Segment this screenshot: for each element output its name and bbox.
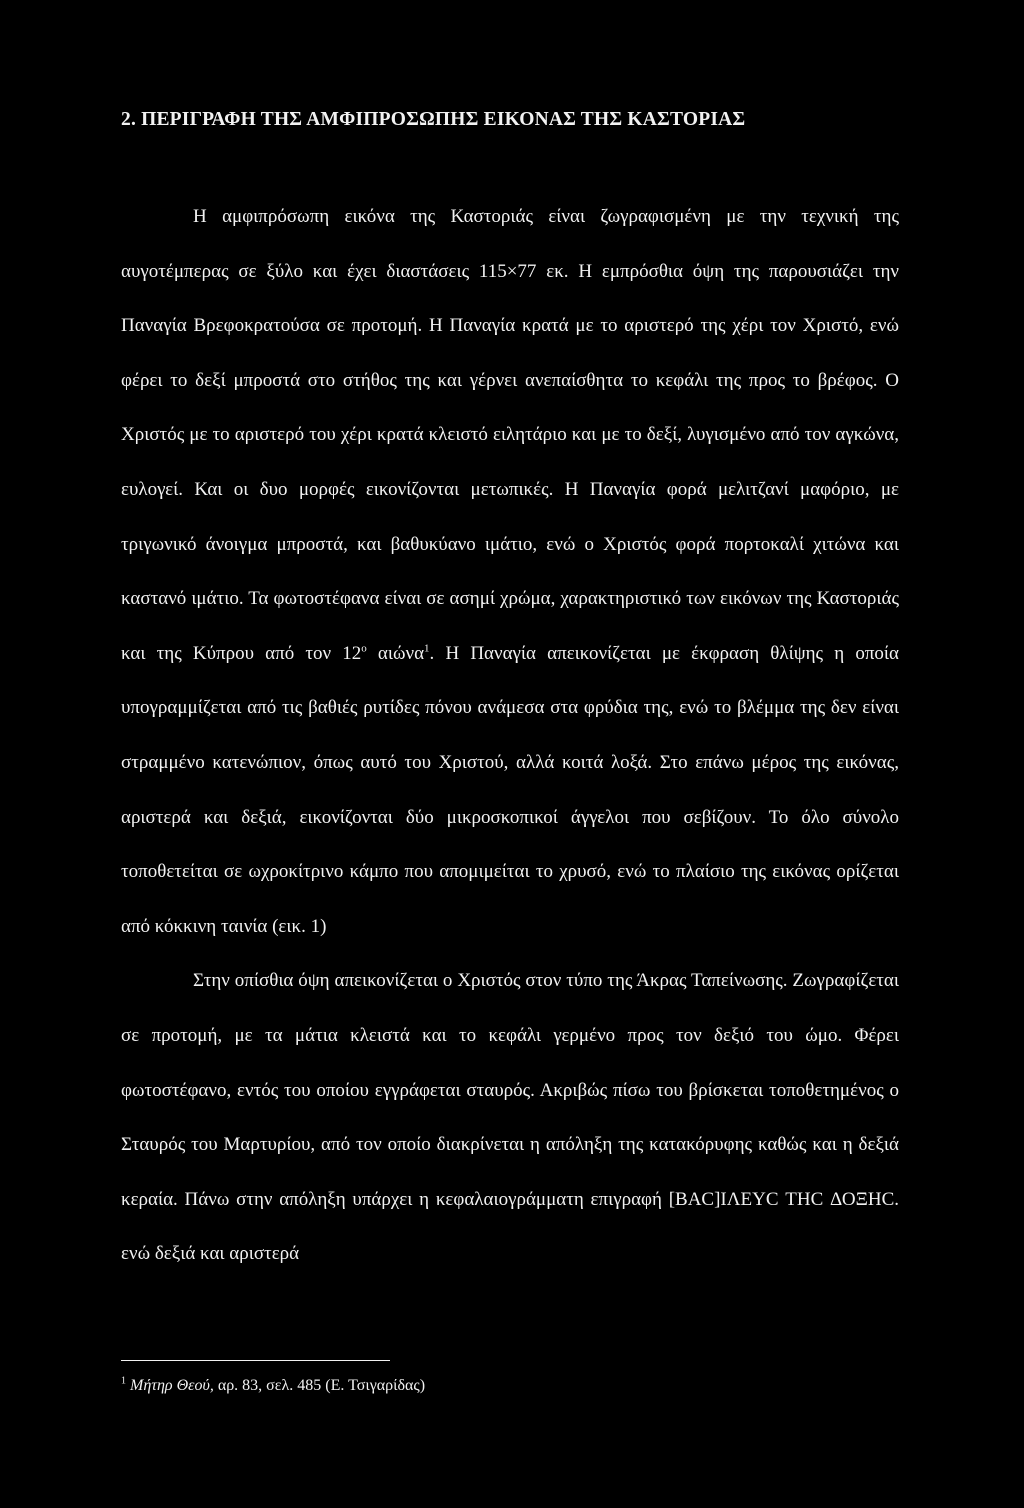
footnote	[121, 1372, 425, 1400]
paragraph-front-continuation: . Η Παναγία απεικονίζεται με έκφραση θλίψης η οποία υπογραμμίζεται από τις βαθιές ρυτίδες πόνου ανάμεσα στα φρύδια της, ενώ το βλέμμα της δεν είναι στραμμένο κατενώπιον, όπως αυτό του Χριστού, αλλά κοιτά λοξά. Στο επάνω μέρος της εικόνας, αριστερά και δεξιά, εικονίζονται δύο μικροσκοπικοί άγγελοι που σεβίζουν. Το όλο σύνολο τοποθετείται σε ωχροκίτρινο κάμπο που απομιμείται το χρυσό, ενώ το πλαίσιο της εικόνας ορίζεται από κόκκινη ταινία (εικ. 1)	[121, 642, 899, 937]
document-page	[121, 100, 899, 1394]
paragraph-back-text: Στην οπίσθια όψη απεικονίζεται ο Χριστός στον τύπο της Άκρας Ταπείνωσης. Ζωγραφίζεται σε προτομή, με τα μάτια κλειστά και το κεφάλι γερμένο προς τον δεξιό του ώμο. Φέρει φωτοστέφανο, εντός του οποίου εγγράφεται σταυρός. Ακριβώς πίσω του βρίσκεται τοποθετημένος ο Σταυρός του Μαρτυρίου, από τον οποίο διακρίνεται η απόληξη της κατακόρυφης καθώς και η δεξιά κεραία. Πάνω στην απόληξη υπάρχει η κεφαλαιογράμματη επιγραφή [ΒΑC]ΙΛΕΥC ΤΗC ΔΟΞΗC. ενώ δεξιά και αριστερά	[121, 970, 899, 1265]
century-word: αιώνα	[366, 642, 425, 664]
footnote-title: Μήτηρ Θεού,	[130, 1377, 214, 1394]
paragraph-back-side	[121, 954, 899, 1282]
footnote-reference[interactable]: 1	[424, 642, 430, 655]
ordinal-superscript: ο	[361, 642, 367, 655]
footnote-number: 1	[121, 1375, 126, 1387]
paragraph-front-side	[121, 190, 899, 954]
footnote-citation: αρ. 83, σελ. 485 (Ε. Τσιγαρίδας)	[213, 1377, 426, 1394]
paragraph-front-text: Η αμφιπρόσωπη εικόνα της Καστοριάς είναι ζωγραφισμένη με την τεχνική της αυγοτέμπερας σε ξύλο και έχει διαστάσεις 115×77 εκ. Η εμπρόσθια όψη της παρουσιάζει την Παναγία Βρεφοκρατούσα σε προτομή. Η Παναγία κρατά με το αριστερό της χέρι τον Χριστό, ενώ φέρει το δεξί μπροστά στο στήθος της και γέρνει ανεπαίσθητα το κεφάλι της προς το βρέφος. Ο Χριστός με το αριστερό του χέρι κρατά κλειστό ειλητάριο και με το δεξί, λυγισμένο από τον αγκώνα, ευλογεί. Και οι δυο μορφές εικονίζονται μετωπικές. Η Παναγία φορά μελιτζανί μαφόριο, με τριγωνικό άνοιγμα μπροστά, και βαθυκύανο ιμάτιο, ενώ ο Χριστός φορά πορτοκαλί χιτώνα και καστανό ιμάτιο. Τα φωτοστέφανα είναι σε ασημί χρώμα, χαρακτηριστικό των εικόνων της Καστοριάς και της Κύπρου από τον 12	[121, 206, 899, 664]
section-heading: 2. ΠΕΡΙΓΡΑΦΗ ΤΗΣ ΑΜΦΙΠΡΟΣΩΠΗΣ ΕΙΚΟΝΑΣ ΤΗΣ ΚΑΣΤΟΡΙΑΣ	[121, 109, 746, 130]
footnote-separator	[121, 1360, 390, 1361]
